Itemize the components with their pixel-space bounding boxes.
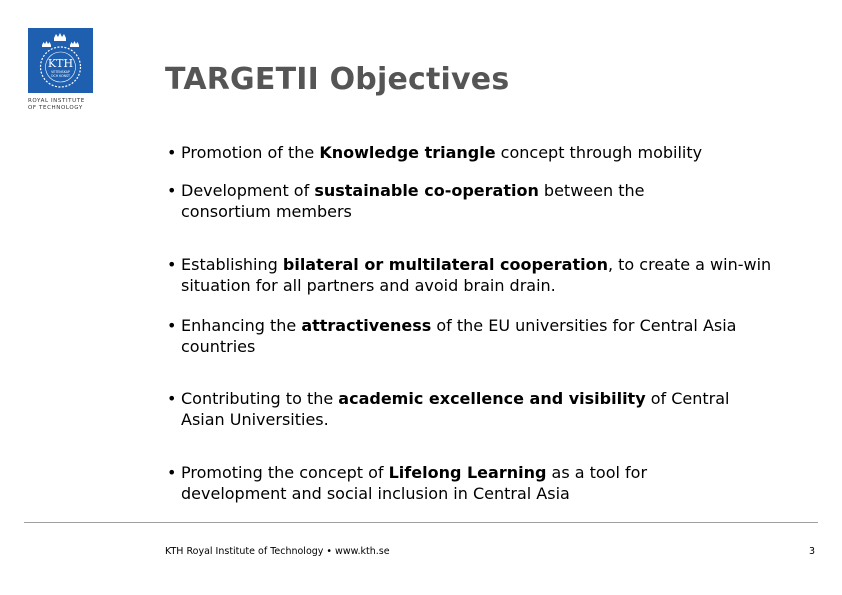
- bullet-dot-icon: •: [167, 143, 177, 162]
- objective-emphasis: bilateral or multilateral cooperation: [282, 255, 608, 274]
- objective-text-run: between the consortium members: [181, 181, 645, 221]
- objective-text: [167, 388, 757, 430]
- slide-title: TARGETII Objectives: [165, 62, 510, 97]
- objective-item: [167, 315, 787, 357]
- page-number: 3: [809, 546, 816, 557]
- logo-caption-2: OCH KONST: [51, 74, 70, 78]
- objective-text: [167, 180, 727, 222]
- objective-item: [167, 462, 727, 504]
- kth-crest-icon: [28, 28, 93, 93]
- logo-kth-text: KTH: [47, 57, 74, 70]
- objective-text-run: Development of: [181, 181, 315, 200]
- objective-text-run: concept through mobility: [495, 143, 703, 162]
- objective-item: [167, 142, 807, 163]
- objective-item: [167, 180, 727, 222]
- bullet-dot-icon: •: [167, 316, 177, 335]
- objective-text-run: , to create a win-win situation for all partners and avoid brain drain.: [181, 255, 772, 295]
- bullet-dot-icon: •: [167, 389, 177, 408]
- objective-text-run: Enhancing the: [181, 316, 302, 335]
- objective-text: [167, 315, 787, 357]
- objective-emphasis: sustainable co-operation: [314, 181, 539, 200]
- objective-emphasis: Knowledge triangle: [319, 143, 496, 162]
- objective-text-run: Promoting the concept of: [181, 463, 389, 482]
- bullet-dot-icon: •: [167, 463, 177, 482]
- institute-name: ROYAL INSTITUTE OF TECHNOLOGY: [28, 98, 85, 111]
- objective-item: [167, 388, 757, 430]
- bullet-dot-icon: •: [167, 255, 177, 274]
- objective-text-run: Establishing: [181, 255, 283, 274]
- logo-caption-1: VETENSKAP: [51, 70, 70, 74]
- bullet-dot-icon: •: [167, 181, 177, 200]
- objective-text-run: Contributing to the: [181, 389, 339, 408]
- objective-item: [167, 254, 787, 296]
- objective-text: [167, 142, 807, 163]
- objective-text: [167, 254, 787, 296]
- objective-emphasis: attractiveness: [301, 316, 432, 335]
- objective-text-run: Promotion of the: [181, 143, 320, 162]
- objective-text: [167, 462, 727, 504]
- objective-text-run: of the EU universities for Central Asia countries: [181, 316, 737, 356]
- objective-emphasis: academic excellence and visibility: [338, 389, 646, 408]
- footer-divider: [24, 522, 818, 523]
- objective-text-run: as a tool for development and social inclusion in Central Asia: [181, 463, 648, 503]
- footer-text: KTH Royal Institute of Technology • www.kth.se: [165, 546, 390, 557]
- kth-logo: [28, 28, 93, 93]
- objective-text-run: of Central Asian Universities.: [181, 389, 730, 429]
- objective-emphasis: Lifelong Learning: [388, 463, 547, 482]
